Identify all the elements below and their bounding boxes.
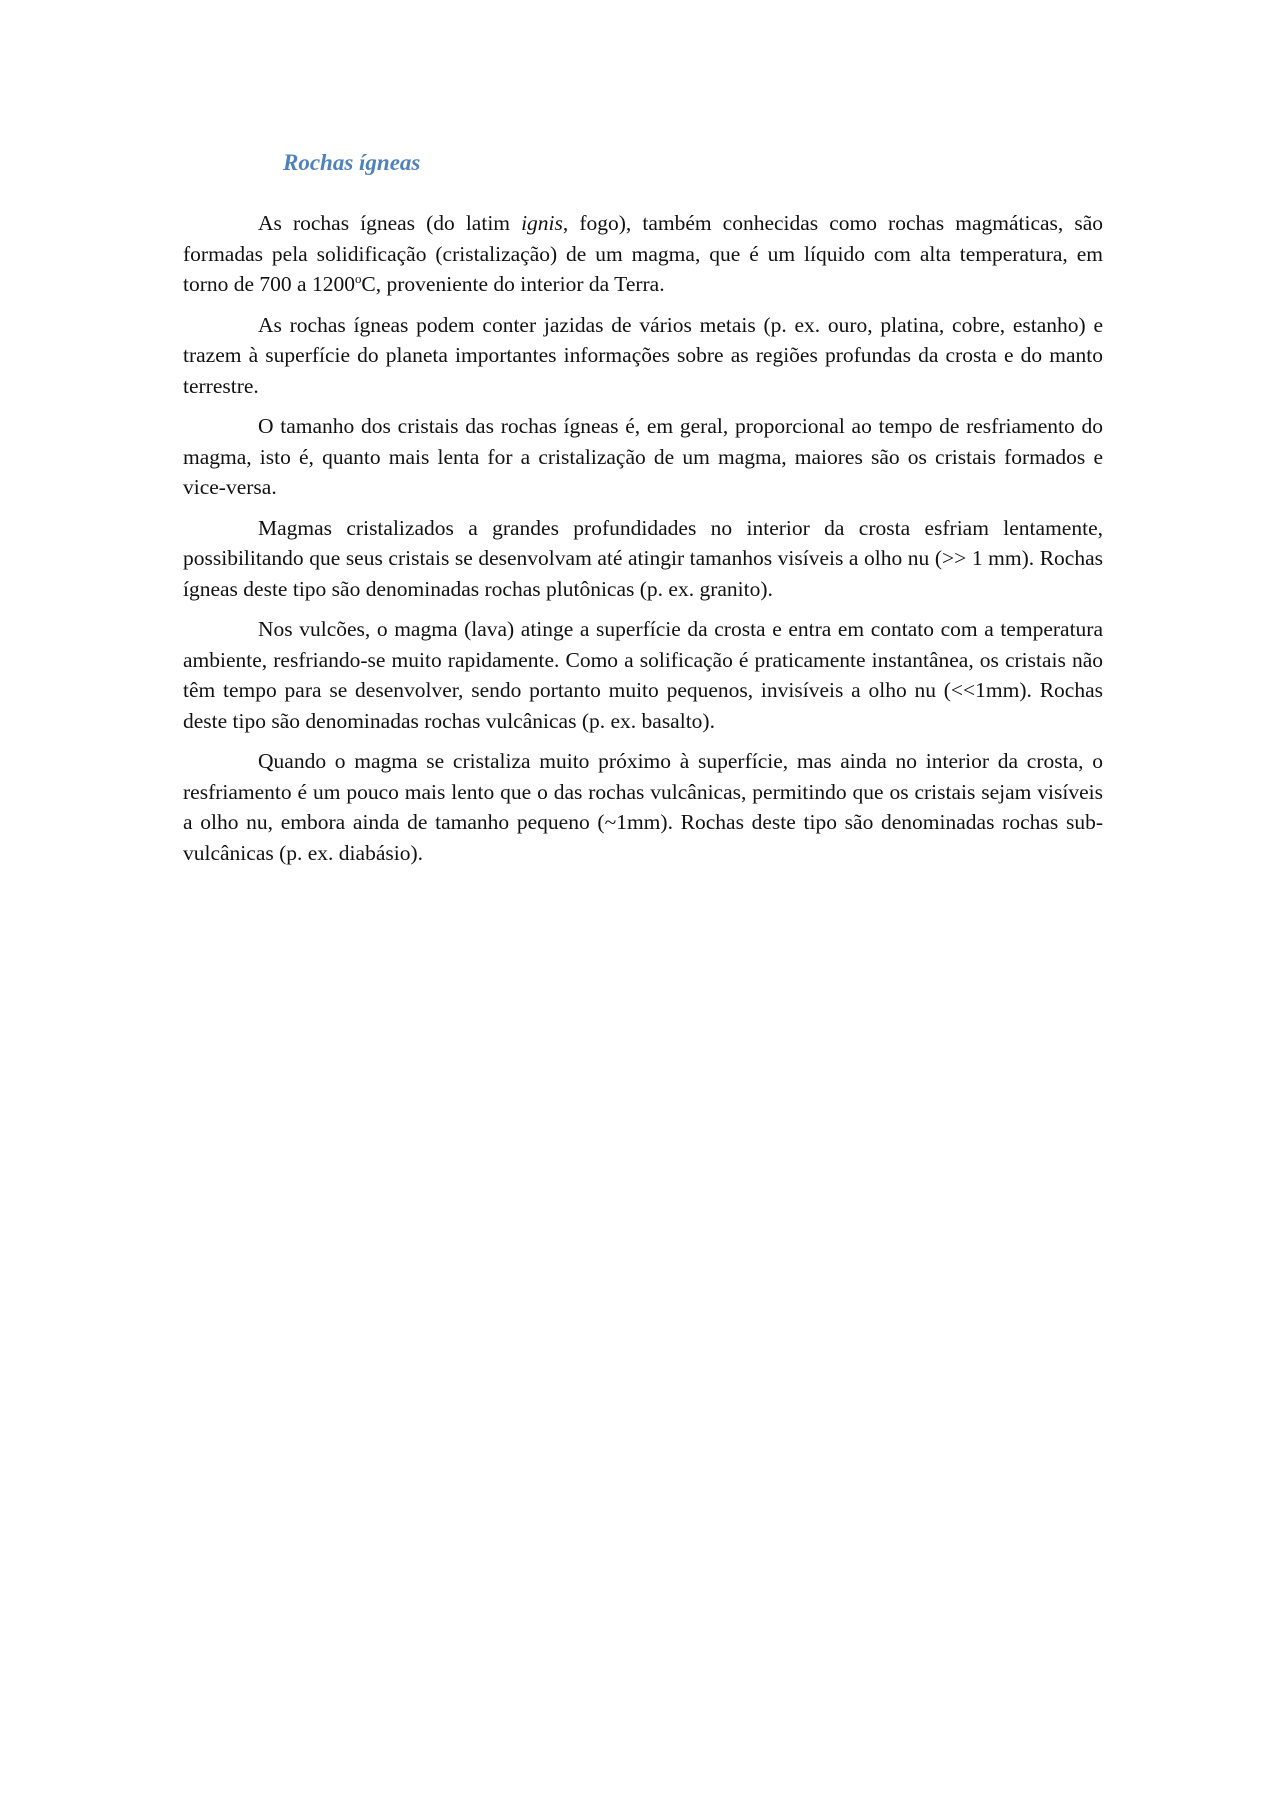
paragraph-6: Quando o magma se cristaliza muito próximo à superfície, mas ainda no interior da crosta, o resfriamento é um pouco mais lento que o das rochas vulcânicas, permitindo que os cristais sejam visíveis a olho nu, embora ainda de tamanho pequeno (~1mm). Rochas deste tipo são denominadas rochas sub-vulcânicas (p. ex. diabásio). [183, 749, 1103, 865]
latin-term-ignis: ignis [521, 211, 563, 235]
section-heading: Rochas ígneas [283, 150, 421, 175]
paragraph-3: O tamanho dos cristais das rochas ígneas é, em geral, proporcional ao tempo de resfriamento do magma, isto é, quanto mais lenta for a cristalização de um magma, maiores são os cristais formados e vice-versa. [183, 414, 1103, 499]
paragraph-1-text-end: C, proveniente do interior da Terra. [361, 272, 665, 296]
paragraph-4: Magmas cristalizados a grandes profundidades no interior da crosta esfriam lentamente, possibilitando que seus cristais se desenvolvam até atingir tamanhos visíveis a olho nu (>> 1 mm). Rochas ígneas deste tipo são denominadas rochas plutônicas (p. ex. granito). [183, 515, 1103, 601]
paragraph-5: Nos vulcões, o magma (lava) atinge a superfície da crosta e entra em contato com a temperatura ambiente, resfriando-se muito rapidamente. Como a solificação é praticamente instantânea, os cristais não têm tempo para se desenvolver, sendo portanto muito pequenos, invisíveis a olho nu (<<1mm). Rochas deste tipo são denominadas rochas vulcânicas (p. ex. basalto). [183, 617, 1103, 733]
paragraph-2: As rochas ígneas podem conter jazidas de vários metais (p. ex. ouro, platina, cobre, estanho) e trazem à superfície do planeta importantes informações sobre as regiões profundas da crosta e do manto terrestre. [183, 312, 1103, 398]
document-body [183, 208, 1103, 878]
degree-symbol: o [354, 271, 362, 286]
paragraph-1-text-start: As rochas ígneas (do latim [258, 211, 522, 235]
paragraph-1 [183, 208, 1103, 300]
paragraph-1-text-middle: , fogo), também conhecidas como rochas magmáticas, são formadas pela solidificação (cristalização) de um magma, que é um líquido com alta temperatura, em torno de 700 a 1200 [183, 211, 1103, 296]
